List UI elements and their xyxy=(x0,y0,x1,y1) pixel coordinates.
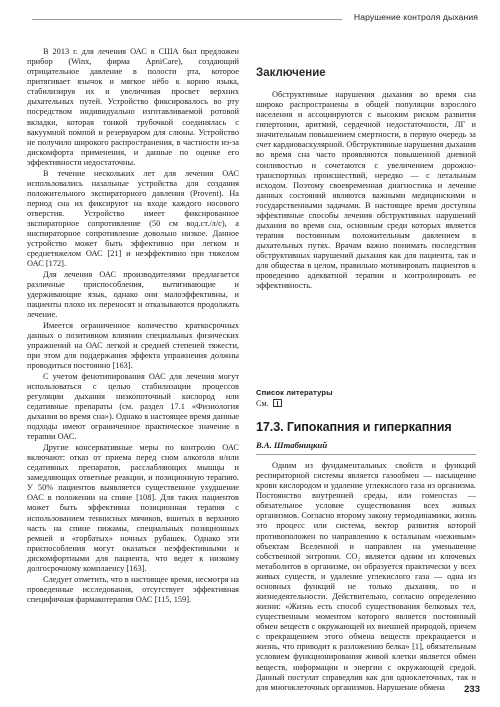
author-rule xyxy=(256,454,476,455)
references-see-label: См. xyxy=(256,399,269,408)
conclusion-text xyxy=(256,90,476,292)
references-see[interactable] xyxy=(256,399,476,408)
paragraph: Для лечения ОАС производителями предлагается различные приспособления, вытягивающие и удерживающие язык, однако они малоэффективны, и пациенты плохо их переносят и отказываются продолжать лечение. xyxy=(27,269,239,320)
book-icon[interactable] xyxy=(273,399,282,407)
paragraph: Обструктивные нарушения дыхания во время сна широко распространены в общей популяции взрослого населения и ассоциируются с высоким риском развития гипертонии, аритмий, сердечной недостаточности, ЛГ и значительным повышением смертности, в первую очередь за счет кардиоваскулярной. Обструктивные нарушения дыхания во время сна часто проявляются повышенной дневной сонливостью и сочетаются с увеличением дорожно-транспортных происшествий, нередко — с летальным исходом. Поэтому своевременная диагностика и лечение данных состояний являются важными медицинскими и государственными задачами. В настоящее время доступны эффективные способы лечения обструктивных нарушений дыхания во время сна, основным среди которых является терапия постоянным положительным давлением в дыхательных путях. Врачам важно понимать последствия обструктивных нарушений дыхания как для пациента, так и для общества в целом, правильно мотивировать пациентов к проведению адекватной терапии и контролировать ее эффективность. xyxy=(256,90,476,291)
header-rule xyxy=(32,19,342,20)
section-heading: 17.3. Гипокапния и гиперкапния xyxy=(256,420,452,434)
paragraph: Следует отметить, что в настоящее время, несмотря на проведенные исследования, отсутствует эффективная специфичная фармакотерапия ОАС [115, 159]. xyxy=(27,574,239,604)
left-column xyxy=(27,47,239,605)
conclusion-heading: Заключение xyxy=(256,67,326,79)
author-name: В.А. Штабницкий xyxy=(256,440,328,450)
paragraph: С учетом фенотипирования ОАС для лечения могут использоваться с целью стабилизации процессов регуляции дыхания низкопоточный кислород или седативные препараты (см. раздел 17.1 «Физиология дыхания во время сна»). Однако в настоящее время данные подходы имеют ограниченное практическое значение в терапии ОАС. xyxy=(27,371,239,442)
paragraph: В 2013 г. для лечения ОАС в США был предложен прибор (Winx, фирма ApniCare), создающий отрицательное давление в полости рта, которое притягивает язычок и мягкое нёбо к корню языка, стабилизируя их и увеличивая просвет верхних дыхательных путей. Устройство фиксировалось во рту посредством индивидуально изготавливаемой ротовой вкладки, которая тонкой трубочкой соединялась с вакуумной помпой и резервуаром для слюны. Устройство не получило широкого распространения, в частности из-за дискомфорта применения, и данные по оценке его эффективности недостаточны. xyxy=(27,47,239,167)
references-label: Список литературы xyxy=(256,388,333,397)
section-text xyxy=(256,461,476,693)
paragraph: Другие консервативные меры по контролю ОАС включают: отказ от приема перед сном алкоголя и/или седативных препаратов, расслабляющих мышцы и замедляющих ответные реакции, и позиционную терапию. У 50% пациентов выявляется существенное ухудшение ОАС в положении на спине [108]. Для таких пациентов может быть эффективна позиционная терапия с использованием теннисных мячиков, вшитых в верхнюю часть на спине пижамы, специальных позиционных ремней и «горбатых» ночных рубашек. Однако эти приспособления могут оказаться неэффективными и дискомфортными для пациента, что ведет к низкому долгосрочному комплаенсу [163]. xyxy=(27,443,239,573)
references-block xyxy=(256,388,476,408)
paragraph: В течение нескольких лет для лечения ОАС использовались назальные устройства для создания положительного экспираторного давления (Provent). На период сна их фиксируют на входе каждого носового отверстия. Устройство имеет фиксированное экспираторное сопротивление (50 см вод.ст./л/с), а инспираторное сопротивление довольно низкое. Данное устройство может быть эффективно при легком и среднетяжелом ОАС [21] и неэффективно при тяжелом ОАС [172]. xyxy=(27,168,239,269)
paragraph: Одним из фундаментальных свойств и функций респираторной системы является газообмен — насыщение крови кислородом и удаление углекислого газа из организма. Постоянство внутренней среды, или гомеостаз — обязательное условие существования всех живых организмов. Согласно второму закону термодинамики, жизнь это процесс или система, вектор развития которой противоположен по направлению к остальным «неживым» объектам Вселенной и направлен на уменьшение собственной энтропии. CO₂ является одним из ключевых метаболитов в организме, он образуется практически у всех живых существ, и удаление углекислого газа — одна из основных функций не только дыхания, но и жизнедеятельности. Действительно, согласно определению жизни: «Жизнь есть способ существования белковых тел, существенным моментом которого является постоянный обмен веществ с окружающей их внешней природой, причем с прекращением этого обмена веществ прекращается и жизнь, что приводит к разложению белка» [1], обязательным условием функционирования живой клетки является обмен веществ, информации и энергии с окружающей средой. Данный постулат справедлив как для одноклеточных, так и для многоклеточных организмов. Нарушение обмена xyxy=(256,461,476,692)
page-number: 233 xyxy=(464,684,480,695)
paragraph: Имеется ограниченное количество краткосрочных данных о позитивном влиянии специальных физических упражнений на ОАС легкой и средней степеней тяжести, при этом для поддержания эффекта упражнения должны проводиться постоянно [163]. xyxy=(27,320,239,371)
running-header-title: Нарушение контроля дыхания xyxy=(353,12,478,22)
running-header xyxy=(0,10,500,30)
